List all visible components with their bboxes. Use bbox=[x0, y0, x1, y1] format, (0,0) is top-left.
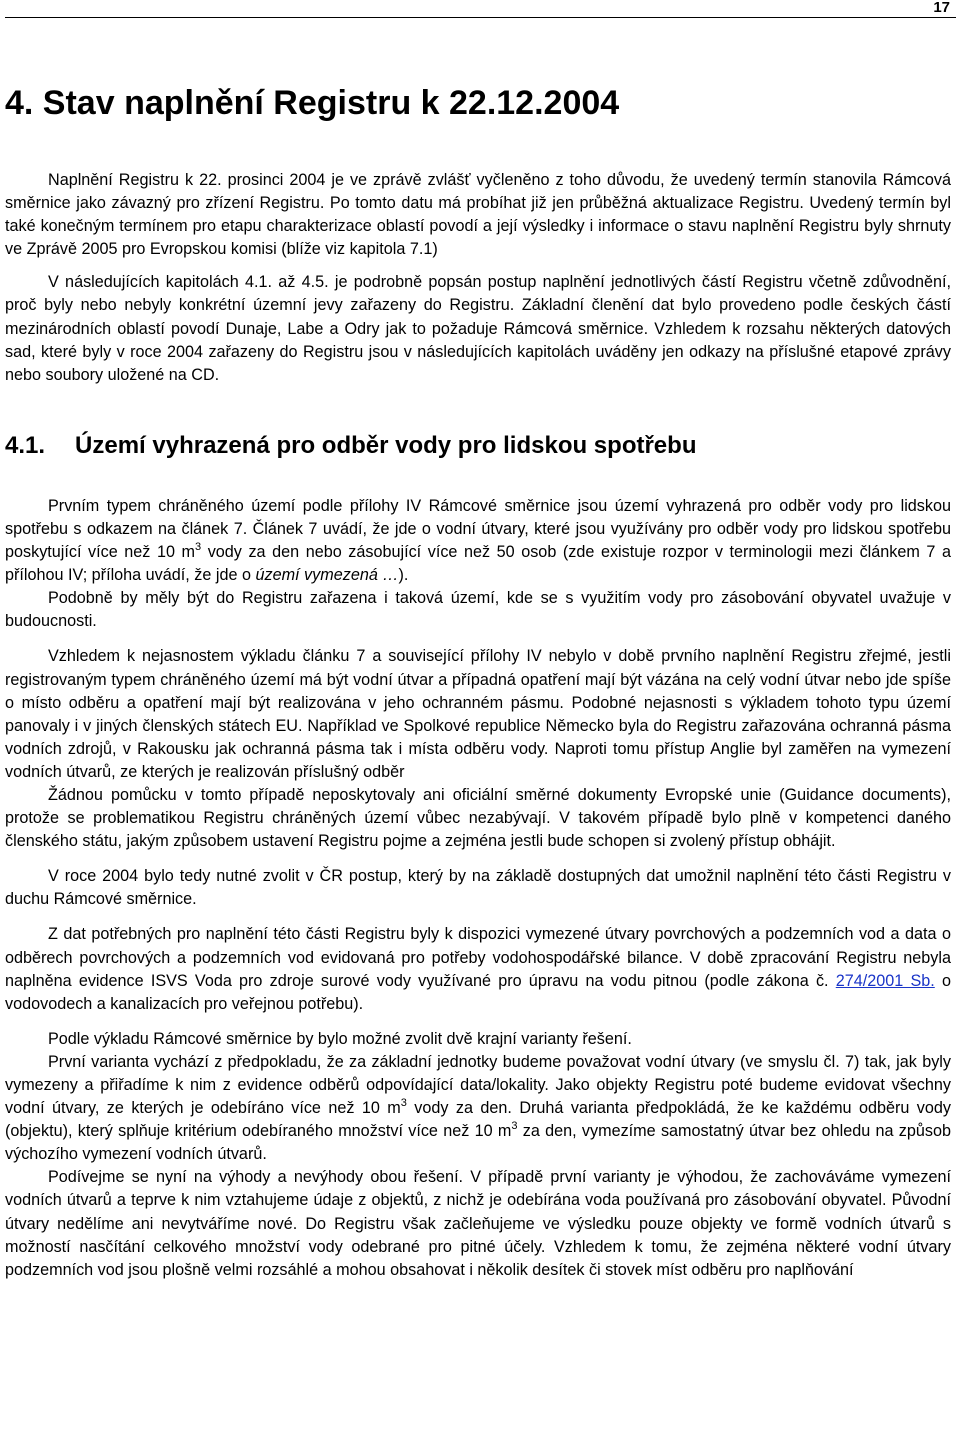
subsection-title bbox=[5, 432, 951, 460]
superscript: 3 bbox=[511, 1120, 518, 1133]
paragraph-text: ). bbox=[398, 566, 409, 585]
paragraph-guidance: Žádnou pomůcku v tomto případě neposkytovaly ani oficiální směrné dokumenty Evropské unie (Guidance documents), protože se problematikou Registru chráněných území vůbec nezabývají. V takovém případě bylo plně v kompetenci daného členského státu, jakým způsobem ustavení Registru pojme a zejména jestli bude schopen si zvolený přístup obhájit. bbox=[5, 785, 951, 851]
paragraph-text: Prvním typem chráněného území podle přílohy IV Rámcové směrnice jsou území vyhrazená pro odběr vody pro lidskou spotřebu s odkazem na článek 7. Článek 7 uvádí, že jde o vodní útvary, které jsou využívány pro odběr vody pro lidskou spotřebu poskytující více než 10 m bbox=[5, 496, 951, 562]
subsection-number: 4.1. bbox=[5, 431, 46, 459]
paragraph-uncertainty: Vzhledem k nejasnostem výkladu článku 7 a související přílohy IV nebylo v době prvního naplnění Registru zřejmé, jestli registrovaným typem chráněného území má být vodní útvar a případná opatření mají být vázána na celý vodní útvar nebo jde spíše o místo odběru a opatření mají být realizována v jeho ochranném pásmu. Podobné nejasnosti s výkladem tohoto typu území panovaly i v jiných členských státech EU. Například ve Spolkové republice Německo byla do Registru zařazována ochranná pásma vodních zdrojů, v Rakousku jak ochranná pásma tak i místa odběru vody. Naproti tomu přístup Anglie byl zaměřen na vymezení vodních útvarů, ze kterých je realizován příslušný odběr bbox=[5, 647, 951, 781]
law-link[interactable]: 274/2001 Sb. bbox=[835, 971, 935, 990]
paragraph-text: vody za den nebo zásobující více než 50 osob (zde existuje rozpor v terminologii mezi článkem 7 a přílohou IV; příloha uvádí, že jde o bbox=[5, 543, 951, 585]
paragraph-definition bbox=[5, 495, 951, 587]
italic-text: území vymezená … bbox=[255, 566, 399, 585]
paragraph-variants-intro: Podle výkladu Rámcové směrnice by bylo možné zvolit dvě krajní varianty řešení. bbox=[48, 1029, 632, 1048]
document-body bbox=[5, 83, 951, 1282]
paragraph-text: Z dat potřebných pro naplnění této části Registru byly k dispozici vymezené útvary povrchových a podzemních vod a data o odběrech povrchových a podzemních vod evidovaná pro potřeby vodohospodářské bilance. V době zpracování Registru nebyla naplněna evidence ISVS Voda pro zdroje surové vody využívané pro úpravu na vodu pitnou (podle zákona č. bbox=[5, 925, 951, 990]
paragraph-data bbox=[5, 923, 951, 1015]
paragraph-text: za den, vymezíme samostatný útvar bez ohledu na způsob výchozího vymezení vodních útvarů. bbox=[5, 1122, 951, 1164]
superscript: 3 bbox=[195, 541, 202, 554]
paragraph-variants bbox=[5, 1051, 951, 1166]
section-title: 4. Stav naplnění Registru k 22.12.2004 bbox=[5, 84, 620, 122]
page-number: 17 bbox=[933, 0, 950, 16]
section-paragraph-2: V následujících kapitolách 4.1. až 4.5. je podrobně popsán postup naplnění jednotlivých částí Registru včetně zdůvodnění, proč byly nebo nebyly konkrétní územní jevy zařazeny do Registru. Základní členění dat bylo provedeno podle českých částí mezinárodních oblastí povodí Dunaje, Labe a Odry jak to požaduje Rámcová směrnice. Vzhledem k rozsahu některých datových sad, které byly v roce 2004 zařazeny do Registru jsou v následujících kapitolách uváděny jen odkazy na příslušné etapové zprávy nebo soubory uložené na CD. bbox=[5, 273, 951, 384]
section-paragraph-1: Naplnění Registru k 22. prosinci 2004 je ve zprávě zvlášť vyčleněno z toho důvodu, že uvedený termín stanovila Rámcová směrnice jako závazný pro zřízení Registru. Po tomto datu má probíhat již jen průběžná aktualizace Registru. Uvedený termín byl také konečným termínem pro etapu charakterizace oblastí povodí a její výsledky i informace o stavu naplnění Registru byly shrnuty ve Zprávě 2005 pro Evropskou komisi (blíže viz kapitola 7.1) bbox=[5, 171, 951, 259]
paragraph-text: vody za den. Druhá varianta předpokládá, že ke každému odběru vody (objektu), který splňuje kritérium odebíraného množství více než 10 m bbox=[5, 1099, 951, 1141]
superscript: 3 bbox=[400, 1097, 407, 1110]
subsection-heading-text: Území vyhrazená pro odběr vody pro lidskou spotřebu bbox=[75, 431, 697, 459]
paragraph-future: Podobně by měly být do Registru zařazena i taková území, kde se s využitím vody pro zásobování obyvatel uvažuje v budoucnosti. bbox=[5, 589, 951, 631]
paragraph-text: První varianta vychází z předpokladu, že za základní jednotky budeme považovat vodní útvary (ve smyslu čl. 7) tak, jak byly vymezeny a přiřadíme k nim z evidence odběrů odpovídající data/lokality. Jako objekty Registru poté budeme evidovat všechny vodní útvary, ze kterých je odebíráno více než 10 m bbox=[5, 1052, 951, 1118]
paragraph-text: o vodovodech a kanalizacích pro veřejnou potřebu). bbox=[5, 971, 951, 1013]
paragraph-pros-cons: Podívejme se nyní na výhody a nevýhody obou řešení. V případě první varianty je výhodou, že zachováváme vymezení vodních útvarů a teprve k nim vztahujeme údaje z objektů, z nichž je odebírána voda používaná pro zásobování obyvatel. Původní útvary nedělíme ani nevytváříme nové. Do Registru však začleňujeme ve výsledku pouze objekty ve formě vodních útvarů s možností nasčítání celkového množství vody odebrané pro pitné účely. Vzhledem k tomu, že zejména některé vodní útvary podzemních vod jsou plošně velmi rozsáhlé a mohou obsahovat i několik desítek či stovek míst odběru pro naplňování bbox=[5, 1168, 951, 1279]
paragraph-approach: V roce 2004 bylo tedy nutné zvolit v ČR postup, který by na základě dostupných dat umožnil naplnění této části Registru v duchu Rámcové směrnice. bbox=[5, 867, 951, 909]
header-rule bbox=[5, 17, 956, 18]
